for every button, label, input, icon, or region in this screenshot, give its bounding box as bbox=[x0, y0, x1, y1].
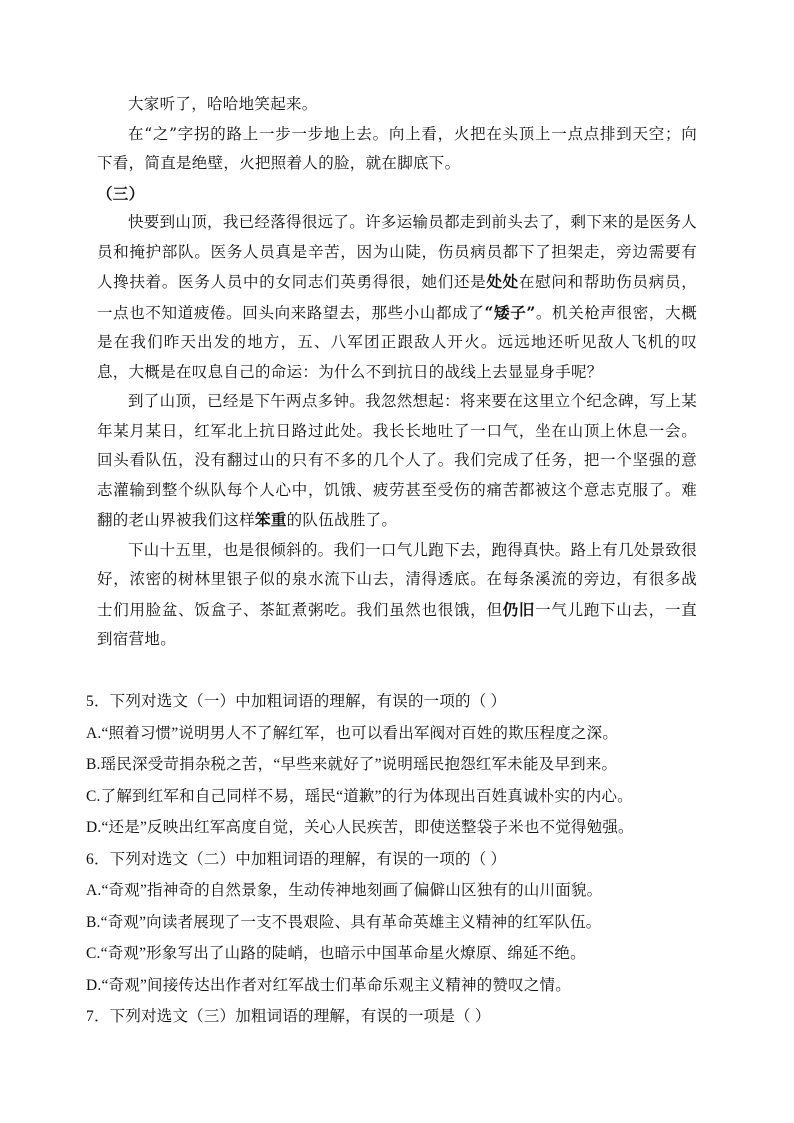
question-5-stem: 5．下列对选文（一）中加粗词语的理解，有误的一项的（ ） bbox=[86, 693, 507, 710]
passage-paragraph-2: 在“之”字拐的路上一步一步地上去。向上看，火把在头顶上一点点排到天空；向下看，简直是绝壁，火把照着人的脸，就在脚底下。 bbox=[97, 124, 697, 172]
passage-paragraph-4 bbox=[97, 387, 697, 536]
bold-word-benzhong: 笨重 bbox=[255, 510, 287, 529]
question-6-option-d: D.“奇观”间接传达出作者对红军战士们革命乐观主义精神的赞叹之情。 bbox=[86, 976, 571, 994]
p4-text-2: 的队伍战胜了。 bbox=[286, 511, 398, 529]
question-5-option-b: B.瑶民深受苛捐杂税之苦，“早些来就好了”说明瑶民抱怨红军未能及早到来。 bbox=[86, 756, 618, 773]
bold-word-rengjiu: 仍旧 bbox=[502, 599, 536, 619]
question-6-option-a: A.“奇观”指神奇的自然景象，生动传神地刻画了偏僻山区独有的山川面貌。 bbox=[86, 882, 603, 899]
p3-text-1: 快要到山顶，我已经落得很远了。许多运输员都走到前头去了，剩下来的是医务人员和掩护部队。医务人员真是辛苦，因为山陡，伤员病员都下了担架走，旁边需要有人搀扶着。医务人员中的女同志们英勇得很，她们还是 bbox=[97, 213, 697, 291]
passage-paragraph-1: 大家听了，哈哈地笑起来。 bbox=[128, 95, 318, 113]
p3-text-2: 在慰问和帮助伤员病员，一点也不知道疲倦。回头向来路望去，那些小山都成了 bbox=[97, 273, 697, 322]
passage-paragraph-5 bbox=[97, 536, 697, 655]
question-6-stem: 6．下列对选文（二）中加粗词语的理解，有误的一项的（ ） bbox=[86, 850, 507, 868]
question-6-option-b: B.“奇观”向读者展现了一支不畏艰险、具有革命英雄主义精神的红军队伍。 bbox=[86, 913, 602, 931]
bold-word-chuchu: 处处 bbox=[486, 272, 519, 291]
p5-text-2: 一气儿跑下山去，一直到宿营地。 bbox=[97, 600, 697, 648]
question-5-option-a: A.“照着习惯”说明男人不了解红军，也可以看出军阀对百姓的欺压程度之深。 bbox=[86, 724, 619, 742]
p3-text-3: 。机关枪声很密，大概是在我们昨天出发的地方，五、八军团正跟敌人开火。远远地还听见敌人飞机的叹息，大概是在叹息自己的命运：为什么不到抗日的战线上去显显身手呢？ bbox=[97, 303, 698, 381]
question-6-option-c: C.“奇观”形象写出了山路的陡峭，也暗示中国革命星火燎原、绵延不绝。 bbox=[86, 945, 586, 962]
question-list bbox=[86, 686, 706, 1033]
p4-text-1: 到了山顶，已经是下午两点多钟。我忽然想起：将来要在这里立个纪念碑，写上某年某月某日，红军北上抗日路过此处。我长长地吐了一口气，坐在山顶上休息一会。回头看队伍，没有翻过山的只有不多的几个人了。我们完成了任务，把一个坚强的意志灌输到整个纵队每个人心中，饥饿、疲劳甚至受伤的痛苦都被这个意志克服了。难翻的老山界被我们这样 bbox=[97, 392, 697, 529]
passage-paragraph-3 bbox=[97, 208, 697, 387]
p5-text-1: 下山十五里，也是很倾斜的。我们一口气儿跑下去，跑得真快。路上有几处景致很好，浓密的树林里银子似的泉水流下山去，清得透底。在每条溪流的旁边，有很多战士们用脸盆、饭盒子、茶缸煮粥吃。我们虽然也很饿，但 bbox=[97, 540, 697, 619]
question-7-stem: 7．下列对选文（三）加粗词语的理解，有误的一项是（ ） bbox=[86, 1008, 491, 1025]
bold-word-aizi: “矮子” bbox=[484, 302, 536, 322]
question-5-option-c: C.了解到红军和自己同样不易，瑶民“道歉”的行为体现出百姓真诚朴实的内心。 bbox=[86, 787, 633, 805]
reading-passage bbox=[97, 90, 697, 655]
section-heading-3: （三） bbox=[97, 183, 145, 203]
question-5-option-d: D.“还是”反映出红军高度自觉，关心人民疾苦，即使送整袋子米也不觉得勉强。 bbox=[86, 819, 634, 836]
